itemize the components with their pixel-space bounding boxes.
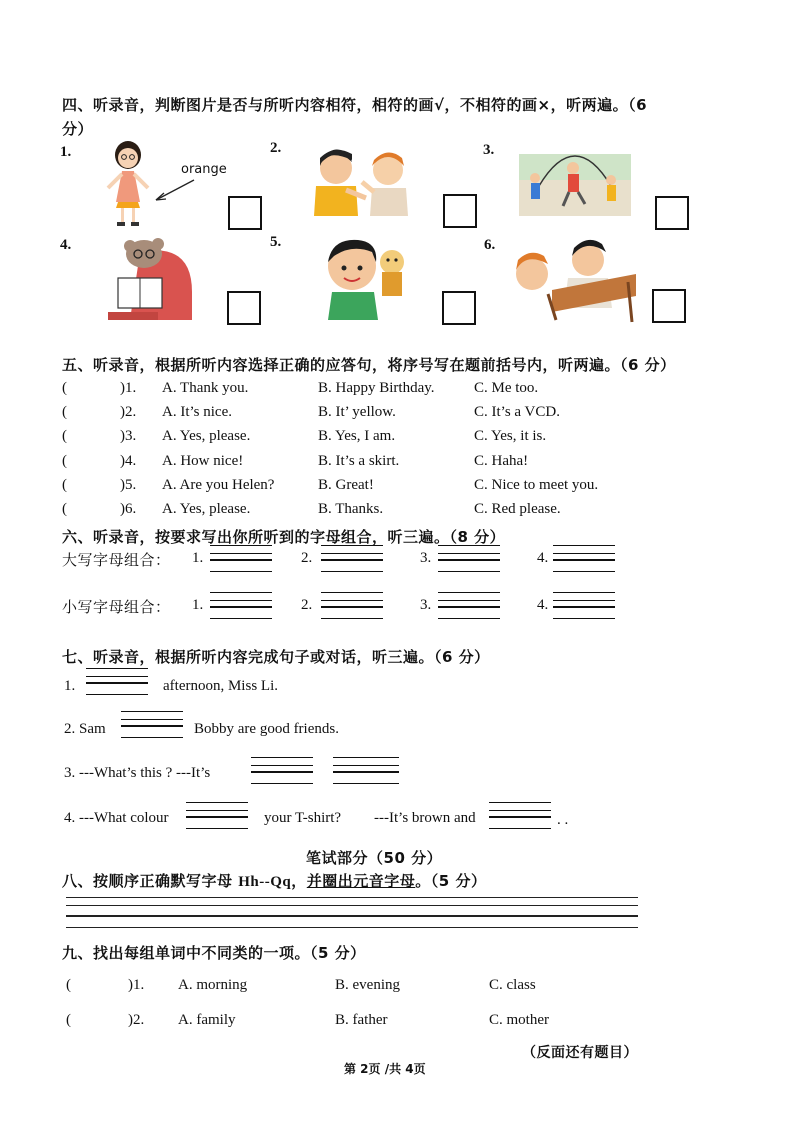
s7-q3-blank-2[interactable]: [333, 757, 399, 783]
section-8-title: [62, 870, 486, 891]
jump-rope-picture: [519, 146, 631, 216]
section-6-title: 六、听录音，按要求写出你所听到的字母组合，听三遍。（8 分）: [62, 528, 506, 546]
s5-row4-c: C. Haha!: [474, 453, 529, 469]
s8-title-letters: Hh--Qq: [238, 874, 292, 890]
s5-row5-paren[interactable]: (: [62, 477, 67, 493]
arrow-icon: [150, 176, 200, 206]
s5-row1-paren[interactable]: (: [62, 380, 67, 396]
s9-row1-c: C. class: [489, 977, 536, 993]
s7-q4-blank-2[interactable]: [489, 802, 551, 828]
s5-row2-c: C. It’s a VCD.: [474, 404, 560, 420]
s9-row2-b: B. father: [335, 1012, 388, 1028]
item-6-number: 6.: [484, 237, 496, 253]
s7-q4-mid: your T-shirt?: [264, 810, 342, 826]
s5-row1-c: C. Me too.: [474, 380, 539, 396]
s5-row4-b: B. It’s a skirt.: [318, 453, 400, 469]
boy-with-puppet-picture: [322, 236, 414, 320]
answer-box-3[interactable]: [655, 196, 689, 230]
upper-num-4: 4.: [537, 550, 549, 566]
s5-row1-num: )1.: [120, 380, 137, 396]
upper-writing-lines-4[interactable]: [553, 545, 615, 571]
section-7-title: 七、听录音，根据所听内容完成句子或对话，听三遍。（6 分）: [62, 648, 490, 666]
answer-box-5[interactable]: [442, 291, 476, 325]
answer-box-2[interactable]: [443, 194, 477, 228]
s7-q4-blank-1[interactable]: [186, 802, 248, 828]
s5-row3-b: B. Yes, I am.: [318, 428, 396, 444]
s7-q3-pre: 3. ---What’s this ? ---It’s: [64, 765, 211, 781]
s5-row6-a: A. Yes, please.: [162, 501, 251, 517]
s7-q2-blank[interactable]: [121, 711, 183, 737]
s9-row1-b: B. evening: [335, 977, 400, 993]
s5-row3-num: )3.: [120, 428, 137, 444]
lower-num-2: 2.: [301, 597, 313, 613]
lower-num-1: 1.: [192, 597, 204, 613]
section-4-title: 四、听录音，判断图片是否与所听内容相符，相符的画√，不相符的画×，听两遍。（6: [62, 96, 648, 114]
upper-writing-lines-3[interactable]: [438, 545, 500, 571]
s5-row6-num: )6.: [120, 501, 137, 517]
s7-q1-num: 1.: [64, 678, 76, 694]
s7-q4-mid2: ---It’s brown and: [374, 810, 476, 826]
continue-on-back-note: （反面还有题目）: [522, 1045, 638, 1061]
s7-q1-blank[interactable]: [86, 668, 148, 694]
upper-num-1: 1.: [192, 550, 204, 566]
s9-row1-num: )1.: [128, 977, 145, 993]
s7-q3-blank-1[interactable]: [251, 757, 313, 783]
s9-row1-a: A. morning: [178, 977, 248, 993]
s7-q4-pre: 4. ---What colour: [64, 810, 169, 826]
s7-q4-end: . .: [557, 812, 569, 828]
item-3-number: 3.: [483, 142, 495, 158]
s5-row2-b: B. It’ yellow.: [318, 404, 396, 420]
s8-title-pre: 八、按顺序正确默写字母: [62, 872, 239, 890]
lowercase-label: 小写字母组合：: [62, 598, 171, 616]
s5-row1-b: B. Happy Birthday.: [318, 380, 435, 396]
s5-row5-a: A. Are you Helen?: [162, 477, 275, 493]
lower-writing-lines-4[interactable]: [553, 592, 615, 618]
s9-row1-paren[interactable]: (: [66, 977, 71, 993]
lower-num-3: 3.: [420, 597, 432, 613]
s5-row6-b: B. Thanks.: [318, 501, 384, 517]
written-part-heading: 笔试部分（50 分）: [306, 849, 443, 867]
grandpa-reading-picture: [100, 232, 196, 322]
s5-row6-c: C. Red please.: [474, 501, 561, 517]
upper-writing-lines-1[interactable]: [210, 545, 272, 571]
s8-title-mid: ，: [291, 872, 307, 890]
s7-q2-post: Bobby are good friends.: [194, 721, 339, 737]
uppercase-label: 大写字母组合：: [62, 551, 171, 569]
section-4-title-cont: 分）: [62, 120, 94, 138]
lower-writing-lines-1[interactable]: [210, 592, 272, 618]
item-2-number: 2.: [270, 140, 282, 156]
lower-writing-lines-3[interactable]: [438, 592, 500, 618]
s5-row2-num: )2.: [120, 404, 137, 420]
s7-q1-text: afternoon, Miss Li.: [163, 678, 278, 694]
section-5-title: 五、听录音，根据所听内容选择正确的应答句，将序号写在题前括号内，听两遍。（6 分）: [62, 356, 676, 374]
answer-box-6[interactable]: [652, 289, 686, 323]
s5-row1-a: A. Thank you.: [162, 380, 249, 396]
s5-row3-c: C. Yes, it is.: [474, 428, 547, 444]
s5-row5-num: )5.: [120, 477, 137, 493]
orange-label: orange: [181, 162, 227, 177]
s9-row2-num: )2.: [128, 1012, 145, 1028]
s8-title-underlined: 并圈出元音字母: [306, 872, 416, 890]
item-5-number: 5.: [270, 234, 282, 250]
item-1-number: 1.: [60, 144, 72, 160]
s9-row2-a: A. family: [178, 1012, 236, 1028]
s5-row4-paren[interactable]: (: [62, 453, 67, 469]
s5-row6-paren[interactable]: (: [62, 501, 67, 517]
s5-row2-a: A. It’s nice.: [162, 404, 232, 420]
s5-row2-paren[interactable]: (: [62, 404, 67, 420]
section-9-title: 九、找出每组单词中不同类的一项。（5 分）: [62, 944, 366, 962]
s5-row5-b: B. Great!: [318, 477, 374, 493]
s5-row3-paren[interactable]: (: [62, 428, 67, 444]
two-kids-picture: [304, 146, 416, 216]
answer-box-1[interactable]: [228, 196, 262, 230]
girl-picture: [98, 138, 158, 230]
answer-box-4[interactable]: [227, 291, 261, 325]
lower-num-4: 4.: [537, 597, 549, 613]
lower-writing-lines-2[interactable]: [321, 592, 383, 618]
upper-writing-lines-2[interactable]: [321, 545, 383, 571]
s5-row4-a: A. How nice!: [162, 453, 244, 469]
s9-row2-c: C. mother: [489, 1012, 549, 1028]
classroom-boys-picture: [508, 238, 636, 324]
s7-q2-pre: 2. Sam: [64, 721, 106, 737]
upper-num-3: 3.: [420, 550, 432, 566]
item-4-number: 4.: [60, 237, 72, 253]
s5-row5-c: C. Nice to meet you.: [474, 477, 599, 493]
s9-row2-paren[interactable]: (: [66, 1012, 71, 1028]
page-number: 第 2页 /共 4页: [344, 1062, 426, 1076]
s8-title-end: 。（5 分）: [415, 872, 487, 890]
upper-num-2: 2.: [301, 550, 313, 566]
s5-row4-num: )4.: [120, 453, 137, 469]
s5-row3-a: A. Yes, please.: [162, 428, 251, 444]
